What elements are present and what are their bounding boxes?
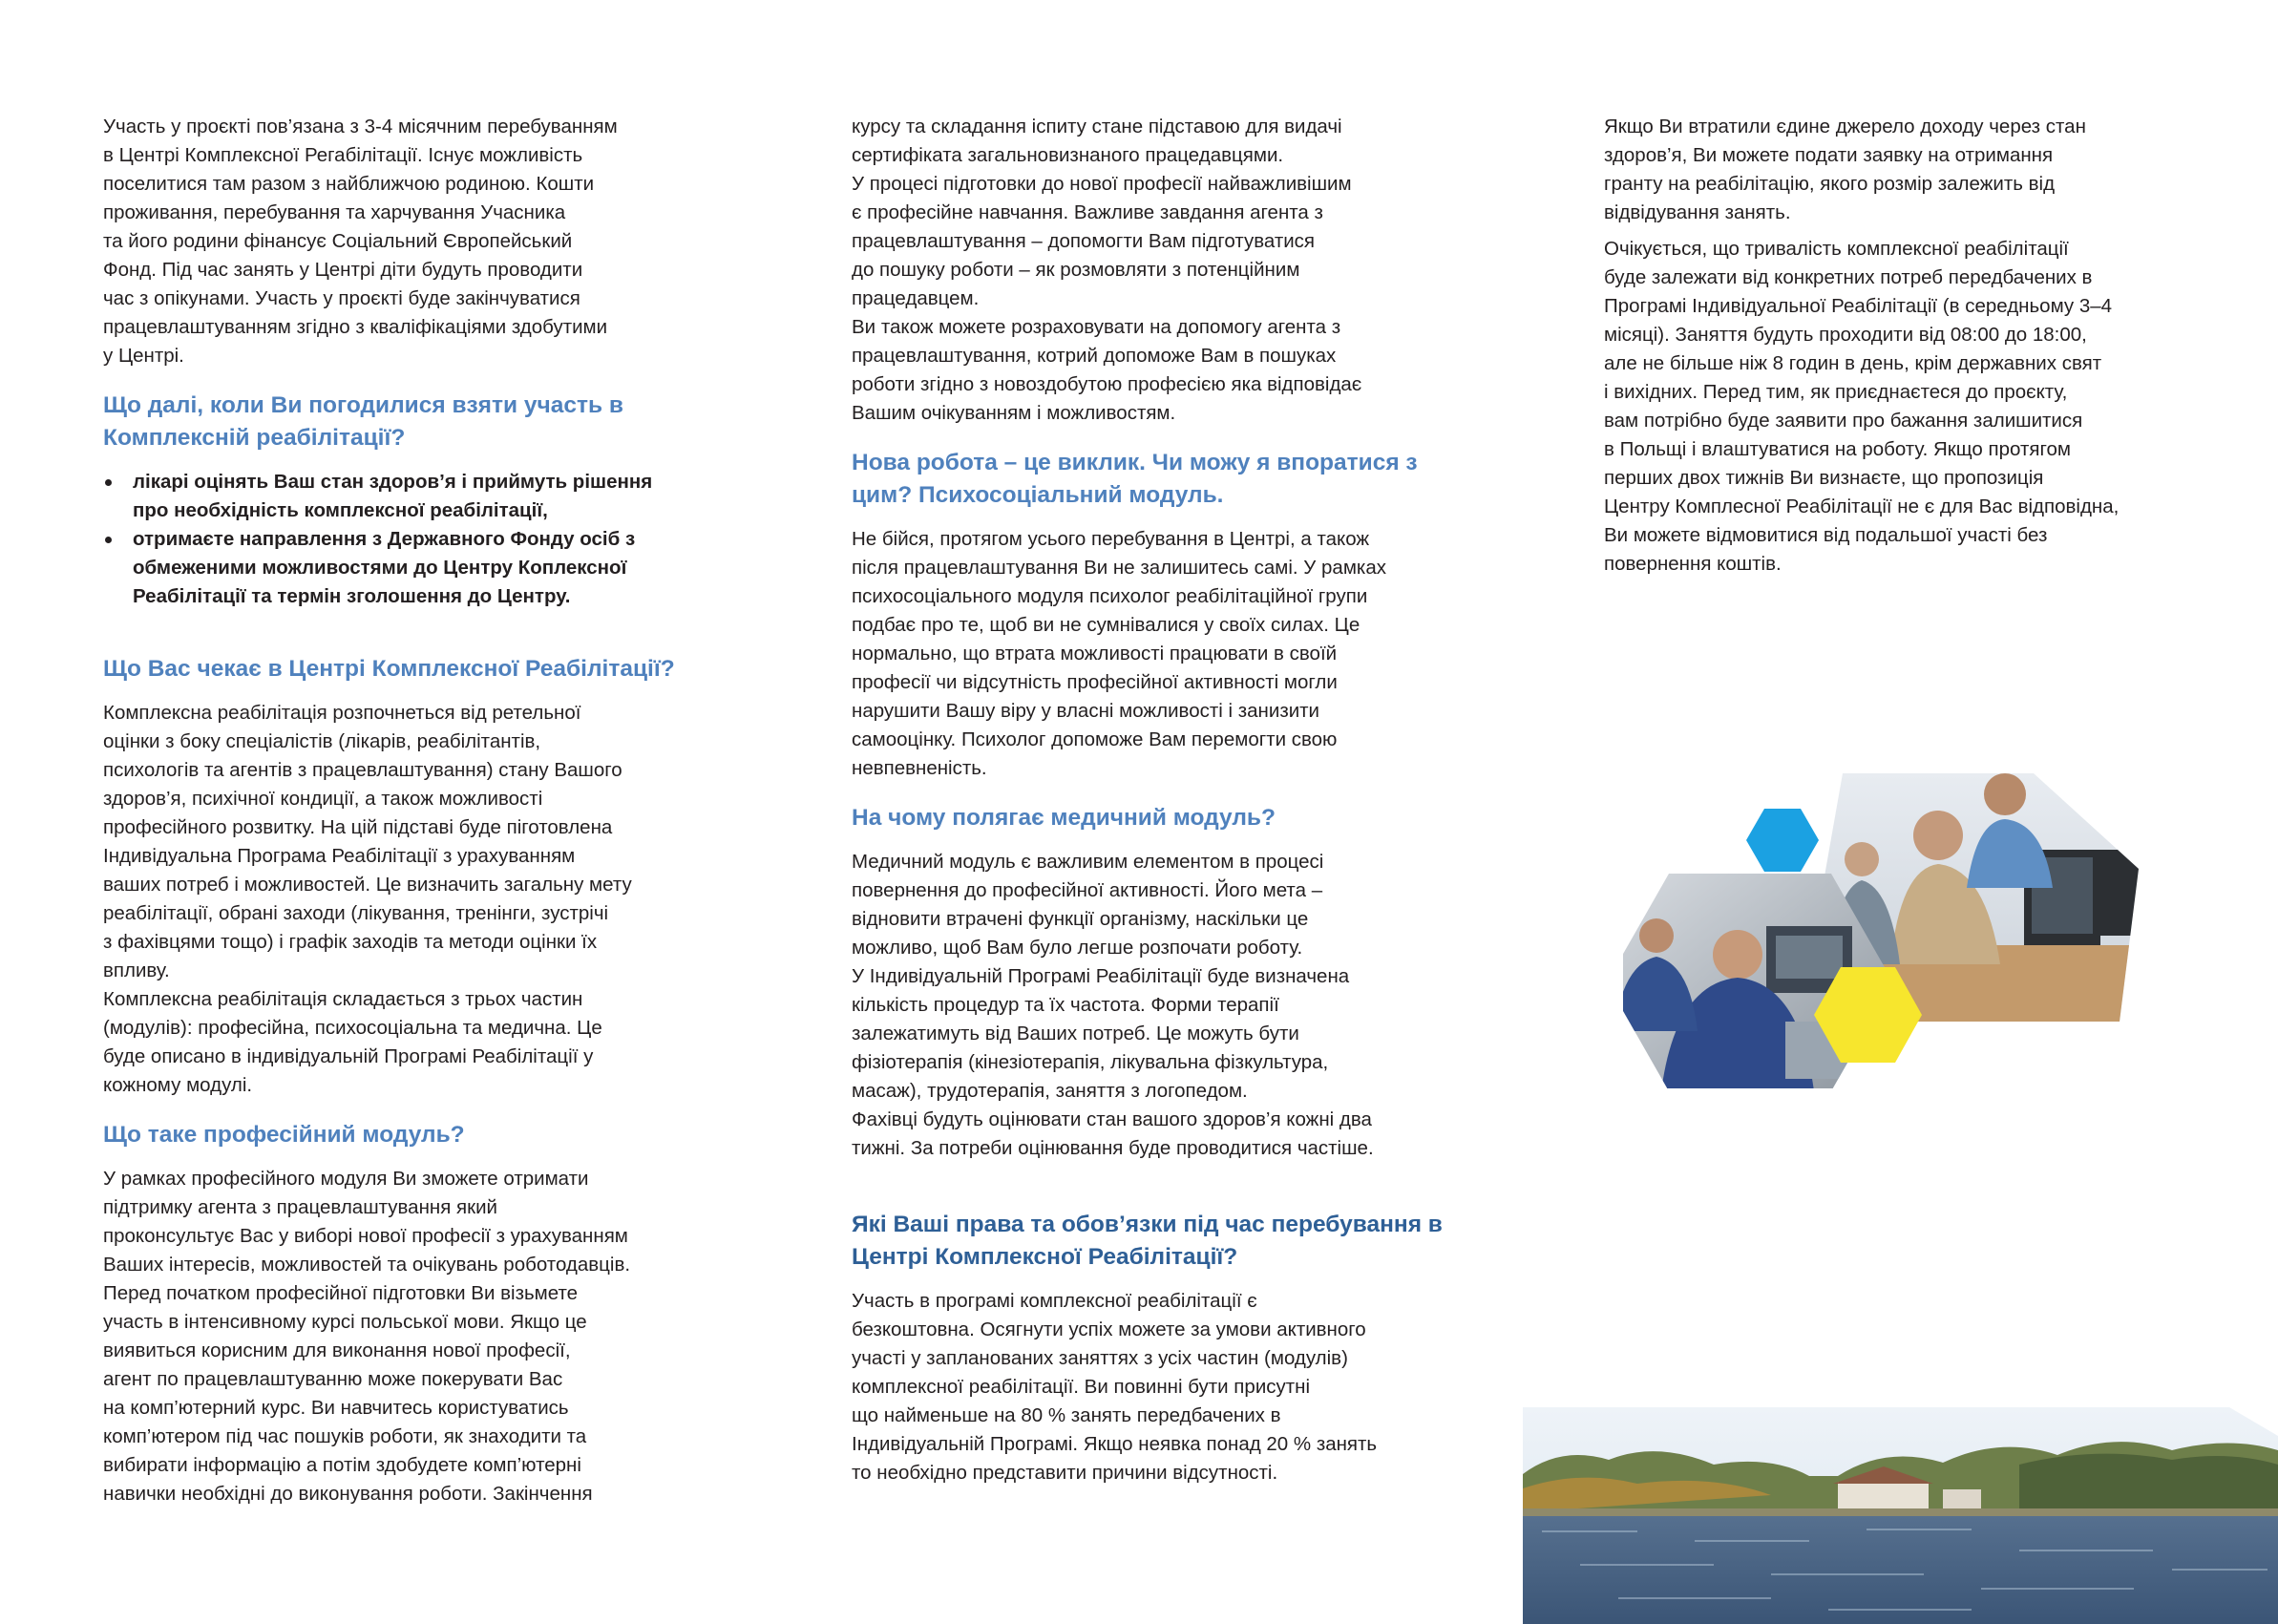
- heading-next-steps: Що далі, коли Ви погодилися взяти участь в Комплексній реабілітації?: [103, 392, 623, 451]
- heading-professional-module: Що таке професійний модуль?: [103, 1122, 465, 1148]
- heading-psychosocial-module: Нова робота – це виклик. Чи можу я впоратися з цим? Психосоціальний модуль.: [852, 450, 1418, 508]
- grant-paragraph: Якщо Ви втратили єдине джерело доходу через стан здоров’я, Ви можете подати заявку на отримання гранту на реабілітацію, якого розмір залежить від відвідування занять.: [1604, 116, 2086, 223]
- rights-paragraph: Участь в програмі комплексної реабілітації є безкоштовна. Осягнути успіх можете за умови активного участі у запланованих заняттях з усіх частин (модулів) комплексної реабілітації. Ви повинні бути присутні що найменьше на 80 % занять передбачених в Індивідуальній Програмі. Якщо неявка понад 20 % занять то необхідно представити причини відсутності.: [852, 1290, 1378, 1484]
- blue-hexagon: [1746, 809, 1819, 872]
- heading-rights-duties: Які Ваші права та обов’язки під час перебування в Центрі Комплексної Реабілітації?: [852, 1212, 1443, 1270]
- professional-paragraph: У рамках професійного модуля Ви зможете отримати підтримку агента з працевлаштування який проконсультує Вас у виборі нової професії з урахуванням Ваших інтересів, можливостей та очікувань роботодавців. Перед початком професійної підготовки Ви візьмете участь в інтенсивному курсі польської мови. Якщо це виявиться корисним для виконання нової професії, агент по працевлаштуванню може покерувати Вас на комп’ютерний курс. Ви навчитесь користуватись комп’ютером під час пошуків роботи, як знаходити та вибирати інформацію а потім здобудете комп’ютерні навички необхідні до виконування роботи. Закінчення: [103, 1168, 631, 1505]
- heading-medical-module: На чому полягає медичний модуль?: [852, 805, 1276, 831]
- duration-paragraph: Очікується, що тривалість комплексної реабілітації буде залежати від конкретних потреб передбачених в Програмі Індивідуальної Реабілітації (в середньому 3–4 місяці). Заняття будуть проходити від 08:00 до 18:00, але не більше ніж 8 годин в день, крім державних свят і вихідних. Перед тим, як приєднаєтеся до проєкту, вам потрібно буде заявити про бажання залишитися в Польщі і влаштуватися на роботу. Якщо протягом перших двох тижнів Ви визнаєте, що пропозиція Центру Комплесної Реабілітації не є для Вас відповідна, Ви можете відмовитися від подальшої участі без повернення коштів.: [1604, 238, 2120, 575]
- list-item: лікарі оцінять Ваш стан здоров’я і приймуть рішення про необхідність комплексної реабілітації,: [103, 468, 705, 525]
- column-1: [103, 113, 705, 1516]
- lake-landscape-icon: [1523, 1407, 2278, 1624]
- heading-center: Що Вас чекає в Центрі Комплексної Реабілітації?: [103, 656, 675, 682]
- column-3: [1604, 113, 2177, 586]
- psychosocial-paragraph: Не бійся, протягом усього перебування в Центрі, а також після працевлаштування Ви не залишитесь самі. У рамках психосоціального модуля психолог реабілітаційної групи подбає про те, щоб ви не сумнівалися у своїх силах. Це нормально, що втрата можливості працювати в своїй професії чи відсутність професійної активності могли нарушити Вашу віру у власні можливості і занизити самооцінку. Психолог допоможе Вам перемогти свою невпевненість.: [852, 528, 1386, 779]
- intro-paragraph: Участь у проєкті пов’язана з 3-4 місячним перебуванням в Центрі Комплексної Регабілітації. Існує можливість поселитися там разом з найближчою родиною. Кошти проживання, перебування та харчування Учасника та його родини фінансує Соціальний Європейський Фонд. Під час занять у Центрі діти будуть проводити час з опікунами. Участь у проєкті буде закінчуватися працевлаштуванням згідно з кваліфікаціями здобутими у Центрі.: [103, 116, 618, 367]
- list-item: отримаєте направлення з Державного Фонду осіб з обмеженими можливостями до Центру Коплексної Реабілітації та термін зголошення до Центру.: [103, 525, 705, 611]
- center-paragraph: Комплексна реабілітація розпочнеться від ретельної оцінки з боку спеціалістів (лікарів, реабілітантів, психологів та агентів з працевлаштування) стану Вашого здоров’я, психічної кондиції, а також можливості професійного розвитку. На цій підставі буде піготовлена Індивідуальна Програма Реабілітації з урахуванням ваших потреб і можливостей. Це визначить загальну мету реабілітації, обрані заходи (лікування, тренінги, зустрічі з фахівцями тощо) і графік заходів та методи оцінки їх впливу. Комплексна реабілітація складається з трьох частин (модулів): професійна, психосоціальна та медична. Це буде описано в індивідуальній Програмі Реабілітації у кожному модулі.: [103, 702, 632, 1096]
- continuation-paragraph: курсу та складання іспиту стане підставою для видачі сертифіката загальновизнаного працедавцями. У процесі підготовки до нової професії найважливішим є професійне навчання. Важливе завдання агента з працевлаштування – допомогти Вам підготуватися до пошуку роботи – як розмовляти з потенційним працедавцем. Ви також можете розраховувати на допомогу агента з працевлаштування, котрий допоможе Вам в пошуках роботи згідно з новоздобутою професією яка відповідає Вашим очікуванням і можливостям.: [852, 116, 1362, 424]
- medical-paragraph: Медичний модуль є важливим елементом в процесі повернення до професійної активності. Його мета – відновити втрачені функції організму, наскільки це можливо, щоб Вам було легше розпочати роботу. У Індивідуальній Програмі Реабілітації буде визначена кількість процедур та їх частота. Форми терапії залежатимуть від Ваших потреб. Це можуть бути фізіотерапія (кінезіотерапія, лікувальна фізкультура, масаж), трудотерапія, заняття з логопедом. Фахівці будуть оцінювати стан вашого здоров’я кожні два тижні. За потреби оцінювання буде проводитися частіше.: [852, 851, 1374, 1159]
- next-steps-list: [103, 468, 705, 611]
- column-2: [852, 113, 1463, 1495]
- hexagon-collage-icon: [1623, 745, 2158, 1088]
